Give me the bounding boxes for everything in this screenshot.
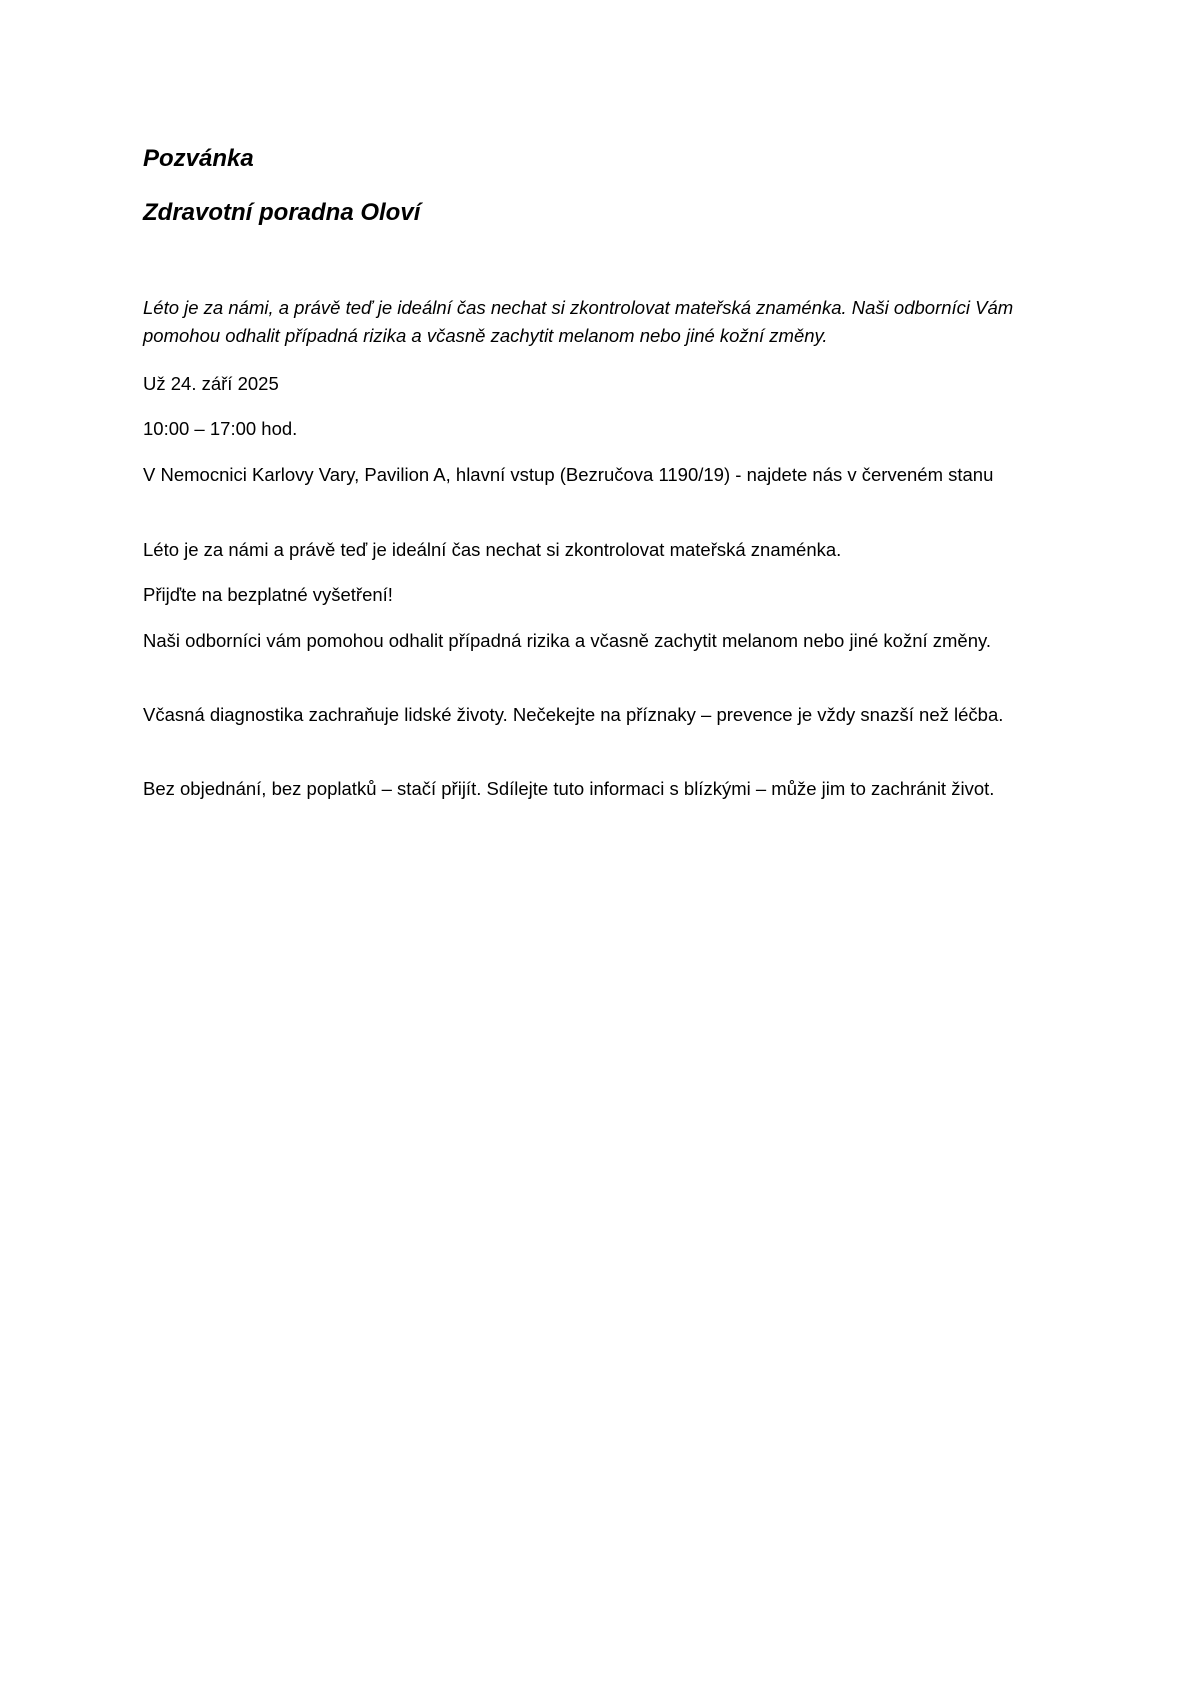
experts-paragraph: Naši odborníci vám pomohou odhalit případná rizika a včasně zachytit melanom nebo jiné kožní změny. — [143, 630, 992, 651]
document-subtitle: Zdravotní poradna Oloví — [143, 199, 421, 226]
event-date: Už 24. září 2025 — [143, 373, 279, 394]
event-location: V Nemocnici Karlovy Vary, Pavilion A, hlavní vstup (Bezručova 1190/19) - najdete nás v červeném stanu — [143, 464, 994, 485]
document-title: Pozvánka — [143, 145, 254, 172]
no-appointment-paragraph: Bez objednání, bez poplatků – stačí přijít. Sdílejte tuto informaci s blízkými – může jim to zachránit život. — [143, 778, 995, 799]
invitation-paragraph: Přijďte na bezplatné vyšetření! — [143, 584, 393, 605]
event-time: 10:00 – 17:00 hod. — [143, 418, 298, 439]
diagnostics-paragraph: Včasná diagnostika zachraňuje lidské životy. Nečekejte na příznaky – prevence je vždy snazší než léčba. — [143, 704, 1004, 725]
intro-paragraph: Léto je za námi, a právě teď je ideální čas nechat si zkontrolovat mateřská znaménka. Naši odborníci Vám pomohou odhalit případná rizika a včasně zachytit melanom nebo jiné kožní změny. — [143, 297, 1014, 346]
summer-paragraph: Léto je za námi a právě teď je ideální čas nechat si zkontrolovat mateřská znaménka. — [143, 539, 842, 560]
